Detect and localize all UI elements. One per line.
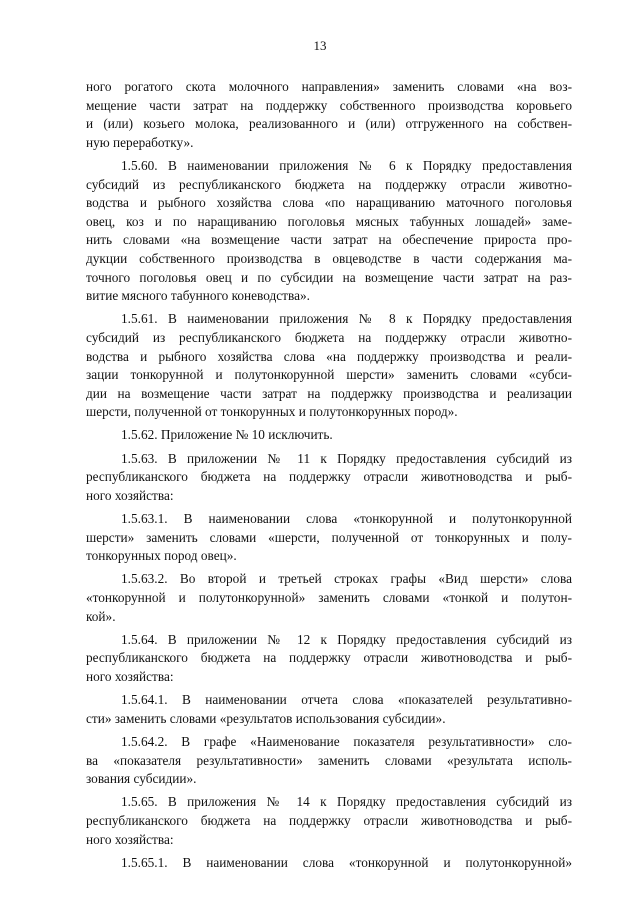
text-line: ного рогатого скота молочного направления» заменить словами «на воз- [86, 79, 572, 94]
text-line: сти» заменить словами «результатов использования субсидии». [86, 710, 446, 726]
text-line: зации тонкорунной и полутонкорунной шерсти» заменить словами «субси- [86, 367, 572, 383]
paragraph [86, 310, 572, 422]
text-line: ного хозяйства: [86, 831, 174, 847]
paragraph [86, 793, 572, 849]
text-line: шерсти» заменить словами «шерсти, полученной от тонкорунных и полу- [86, 529, 572, 545]
text-line: ного хозяйства: [86, 668, 174, 684]
text-line: тонкорунных пород овец». [86, 548, 237, 564]
text-line: шерсти, полученной от тонкорунных и полутонкорунных пород». [86, 404, 458, 420]
paragraph [86, 157, 572, 306]
text-line: 1.5.63.2. Во второй и третьей строках графы «Вид шерсти» слова [121, 571, 572, 587]
text-line: «тонкорунной и полутонкорунной» заменить словами «тонкой и полутон- [86, 590, 572, 605]
text-line: 1.5.64.2. В графе «Наименование показателя результативности» сло- [121, 733, 572, 749]
text-line: субсидий из республиканского бюджета на поддержку отрасли животно- [86, 329, 572, 345]
text-line: республиканского бюджета на поддержку отрасли животноводства и рыб- [86, 812, 572, 828]
paragraph [86, 570, 572, 626]
text-line: 1.5.64. В приложении № 12 к Порядку предоставления субсидий из [121, 631, 572, 647]
text-line: 1.5.64.1. В наименовании отчета слова «показателей результативно- [121, 692, 572, 708]
text-line: кой». [86, 608, 116, 624]
text-line: витие мясного табунного коневодства». [86, 288, 310, 304]
text-line: республиканского бюджета на поддержку отрасли животноводства и рыб- [86, 650, 572, 666]
text-line: водства и рыбного хозяйства слова «на поддержку производства и реали- [86, 348, 572, 364]
text-line: зования субсидии». [86, 771, 197, 787]
text-line: 1.5.61. В наименовании приложения № 8 к Порядку предоставления [121, 311, 572, 327]
paragraph [86, 450, 572, 506]
paragraph [86, 426, 572, 445]
text-line: точного поголовья овец и по субсидии на возмещение части затрат на раз- [86, 269, 572, 285]
text-line: 1.5.62. Приложение № 10 исключить. [121, 427, 333, 443]
text-line: овец, коз и по наращиванию поголовья мясных табунных лошадей» заме- [86, 213, 572, 229]
text-line: субсидий из республиканского бюджета на поддержку отрасли животно- [86, 176, 572, 192]
text-line: мещение части затрат на поддержку собственного производства коровьего [86, 97, 572, 113]
text-line: дии на возмещение части затрат на поддержку производства и реализации [86, 385, 572, 401]
document-body [86, 78, 572, 877]
paragraph [86, 631, 572, 687]
paragraph [86, 854, 572, 873]
text-line: и (или) козьего молока, реализованного и (или) отгруженного на собствен- [86, 116, 572, 132]
text-line: 1.5.65.1. В наименовании слова «тонкорунной и полутонкорунной» [121, 854, 572, 870]
paragraph [86, 733, 572, 789]
page-number: 13 [313, 38, 327, 53]
text-line: 1.5.63. В приложении № 11 к Порядку предоставления субсидий из [121, 450, 572, 466]
text-line: 1.5.63.1. В наименовании слова «тонкорунной и полутонкорунной [121, 511, 572, 527]
text-line: водства и рыбного хозяйства слова «по наращиванию маточного поголовья [86, 195, 572, 211]
text-line: дукции собственного производства в овцеводстве в части содержания ма- [86, 250, 572, 266]
text-line: республиканского бюджета на поддержку отрасли животноводства и рыб- [86, 469, 572, 485]
paragraph [86, 78, 572, 152]
text-line: 1.5.60. В наименовании приложения № 6 к Порядку предоставления [121, 157, 572, 173]
text-line: нить словами «на возмещение части затрат на обеспечение прироста про- [86, 232, 572, 248]
text-line: 1.5.65. В приложения № 14 к Порядку предоставления субсидий из [121, 794, 572, 810]
text-line: ную переработку». [86, 134, 194, 150]
text-line: ва «показателя результативности» заменить словами «результата исполь- [86, 752, 572, 768]
text-line: ного хозяйства: [86, 487, 174, 503]
paragraph [86, 691, 572, 728]
paragraph [86, 510, 572, 566]
